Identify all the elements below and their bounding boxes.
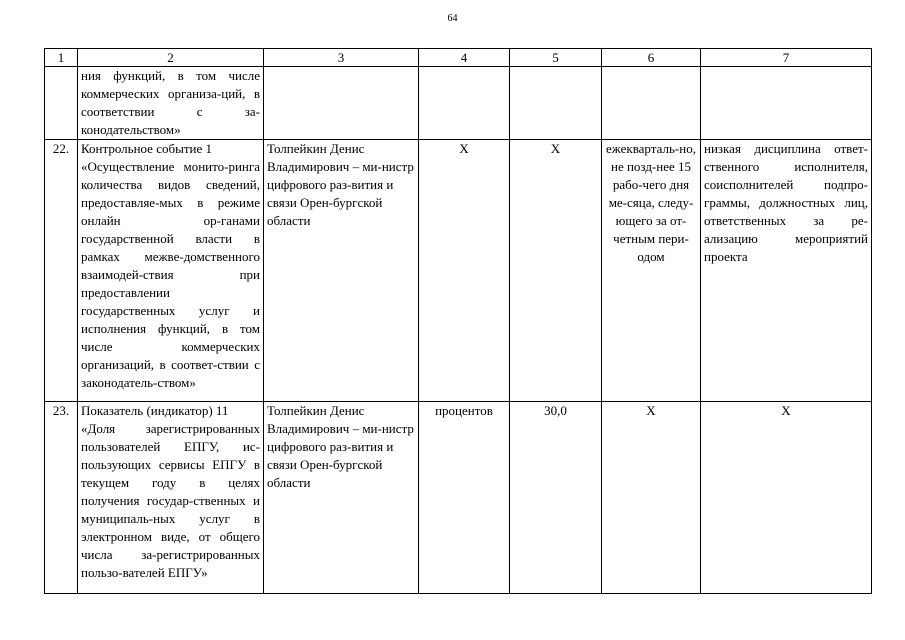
target-value: Х <box>510 140 602 402</box>
indicator-name-cell <box>78 402 264 594</box>
continuation-unit-cell <box>419 67 510 140</box>
header-col-6: 6 <box>602 49 701 67</box>
unit-value: процентов <box>419 402 510 594</box>
header-col-3: 3 <box>264 49 419 67</box>
continuation-value-cell <box>510 67 602 140</box>
table-header-row <box>45 49 872 67</box>
deadline-text: ежекварталь-но, не позд-нее 15 рабо-чего дня ме-сяца, следу-ющего за от-четным пери-одом <box>602 140 701 402</box>
event-name-cell <box>78 140 264 402</box>
table-row <box>45 402 872 594</box>
event-title: Контрольное событие 1 <box>81 141 212 156</box>
page-number: 64 <box>447 13 458 24</box>
continuation-num-cell <box>45 67 78 140</box>
deadline-text: Х <box>602 402 701 594</box>
header-col-4: 4 <box>419 49 510 67</box>
indicator-title: Показатель (индикатор) 11 <box>81 403 229 418</box>
header-col-2: 2 <box>78 49 264 67</box>
unit-value: Х <box>419 140 510 402</box>
row-number: 22. <box>45 140 78 402</box>
header-col-7: 7 <box>701 49 872 67</box>
continuation-row <box>45 67 872 140</box>
risks-text: Х <box>701 402 872 594</box>
indicator-description: «Доля зарегистрированных пользователей ЕПГУ, ис-пользующих сервисы ЕПГУ в текущем году в целях получения государ-ственных и муниципаль-ных услуг в электронном виде, от общего числа за-регистрированных пользо-вателей ЕПГУ» <box>81 421 260 580</box>
row-number: 23. <box>45 402 78 594</box>
responsible-person: Толпейкин Денис Владимирович – ми-нистр цифрового раз-вития и связи Орен-бургской области <box>264 140 419 402</box>
target-value: 30,0 <box>510 402 602 594</box>
responsible-person: Толпейкин Денис Владимирович – ми-нистр цифрового раз-вития и связи Орен-бургской области <box>264 402 419 594</box>
risks-text: низкая дисциплина ответ-ственного исполнителя, соисполнителей подпро-граммы, должностных лиц, ответственных за ре-ализацию мероприятий проекта <box>701 140 872 402</box>
table-row <box>45 140 872 402</box>
header-col-1: 1 <box>45 49 78 67</box>
activity-table <box>44 48 872 594</box>
continuation-risks-cell <box>701 67 872 140</box>
continuation-text: ния функций, в том числе коммерческих организа-ций, в соответствии с за-конодательством» <box>78 67 264 140</box>
continuation-deadline-cell <box>602 67 701 140</box>
continuation-responsible-cell <box>264 67 419 140</box>
event-description: «Осуществление монито-ринга количества видов сведений, предоставляе-мых в режиме онлайн ор-ганами государственной власти в рамках межве-домственного взаимодей-ствия при предоставлении государственных услуг и исполнения функций, в том числе коммерческих организаций, в соответ-ствии с законодатель-ством» <box>81 159 260 390</box>
header-col-5: 5 <box>510 49 602 67</box>
